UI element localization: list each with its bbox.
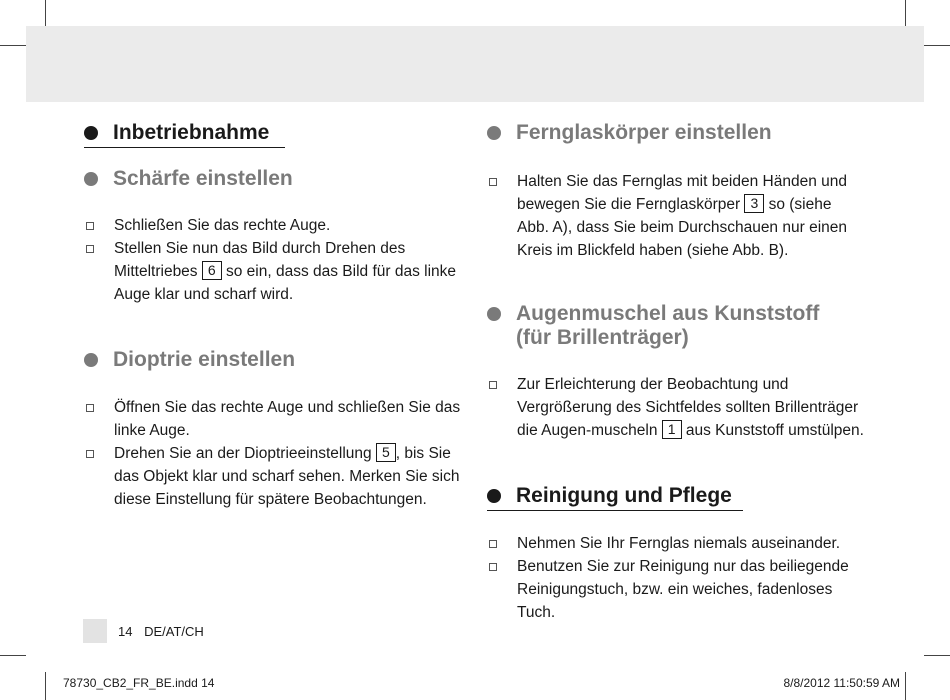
bullet-dot-icon	[487, 307, 501, 321]
checkbox-bullet-icon	[86, 450, 94, 458]
item-text: Halten Sie das Fernglas mit beiden Händen und bewegen Sie die Fernglaskörper	[517, 173, 848, 213]
heading-underline	[487, 510, 743, 511]
list-item	[486, 555, 871, 624]
page-number-tab	[83, 619, 107, 643]
heading-text: Inbetriebnahme	[113, 121, 270, 144]
heading-reinigung	[487, 484, 732, 508]
heading-dioptrie	[84, 348, 295, 372]
bullet-dot-icon	[84, 172, 98, 186]
page-footer	[118, 624, 204, 639]
cleaning-list	[486, 532, 871, 624]
list-item	[83, 214, 468, 237]
list-item	[486, 532, 871, 555]
heading-text	[516, 302, 819, 350]
checkbox-bullet-icon	[489, 563, 497, 571]
heading-schaerfe	[84, 167, 293, 191]
crop-mark	[45, 672, 46, 700]
list-item	[486, 373, 871, 442]
crop-mark	[905, 672, 906, 700]
reference-number-box: 1	[662, 420, 682, 439]
page-number: 14	[118, 624, 133, 639]
bullet-dot-icon	[84, 353, 98, 367]
crop-mark	[924, 45, 950, 46]
crop-mark	[905, 0, 906, 28]
bullet-dot-icon	[84, 126, 98, 140]
heading-text: Schärfe einstellen	[113, 167, 293, 190]
item-text: Schließen Sie das rechte Auge.	[114, 217, 331, 234]
slug-timestamp: 8/8/2012 11:50:59 AM	[783, 676, 900, 690]
crop-mark	[0, 655, 26, 656]
reference-number-box: 3	[744, 194, 764, 213]
item-text: Benutzen Sie zur Reinigung nur das beiliegende Reinigungstuch, bzw. ein weiches, fadenloses Tuch.	[517, 558, 849, 621]
list-item	[83, 442, 468, 511]
crop-mark	[924, 655, 950, 656]
reference-number-box: 5	[376, 443, 396, 462]
bullet-dot-icon	[487, 126, 501, 140]
heading-inbetriebnahme	[84, 121, 269, 145]
crop-mark	[45, 0, 46, 28]
item-text: Stellen Sie nun das Bild durch Drehen des Mitteltriebes	[114, 240, 406, 280]
diopter-list	[83, 396, 468, 511]
heading-text: Reinigung und Pflege	[516, 484, 732, 507]
checkbox-bullet-icon	[86, 404, 94, 412]
heading-underline	[84, 147, 285, 148]
checkbox-bullet-icon	[489, 540, 497, 548]
eyecup-list	[486, 373, 871, 442]
crop-mark	[0, 45, 26, 46]
focus-list	[83, 214, 468, 306]
checkbox-bullet-icon	[489, 381, 497, 389]
heading-fernglaskoerper	[487, 121, 772, 145]
slug-filename: 78730_CB2_FR_BE.indd 14	[63, 676, 215, 690]
item-text: so ein, dass das Bild für das linke Auge klar und scharf wird.	[114, 263, 457, 303]
heading-text: Dioptrie einstellen	[113, 348, 296, 371]
heading-augenmuschel	[487, 302, 819, 350]
item-text: , bis Sie das Objekt klar und scharf sehen. Merken Sie sich diese Einstellung für spätere Beobachtungen.	[114, 445, 460, 508]
item-text: aus Kunststoff umstülpen.	[681, 422, 864, 439]
header-band	[26, 26, 924, 102]
checkbox-bullet-icon	[86, 245, 94, 253]
heading-line-2: (für Brillenträger)	[516, 326, 689, 349]
heading-line-1: Augenmuschel aus Kunststoff	[516, 302, 820, 325]
locale-label: DE/AT/CH	[144, 624, 204, 639]
heading-text: Fernglaskörper einstellen	[516, 121, 772, 144]
checkbox-bullet-icon	[489, 178, 497, 186]
item-text: Nehmen Sie Ihr Fernglas niemals auseinander.	[517, 535, 841, 552]
reference-number-box: 6	[202, 261, 222, 280]
item-text: so (siehe Abb. A), dass Sie beim Durchschauen nur einen Kreis im Blickfeld haben (siehe Abb. B).	[517, 196, 847, 259]
item-text: Öffnen Sie das rechte Auge und schließen Sie das linke Auge.	[114, 399, 461, 439]
list-item	[486, 170, 866, 262]
bullet-dot-icon	[487, 489, 501, 503]
item-text: Zur Erleichterung der Beobachtung und Vergrößerung des Sichtfeldes sollten Brillenträger die Augen-muscheln	[517, 376, 859, 439]
item-text: Drehen Sie an der Dioptrieeinstellung	[114, 445, 376, 462]
list-item	[83, 237, 468, 306]
body-list	[486, 170, 866, 262]
list-item	[83, 396, 468, 442]
checkbox-bullet-icon	[86, 222, 94, 230]
